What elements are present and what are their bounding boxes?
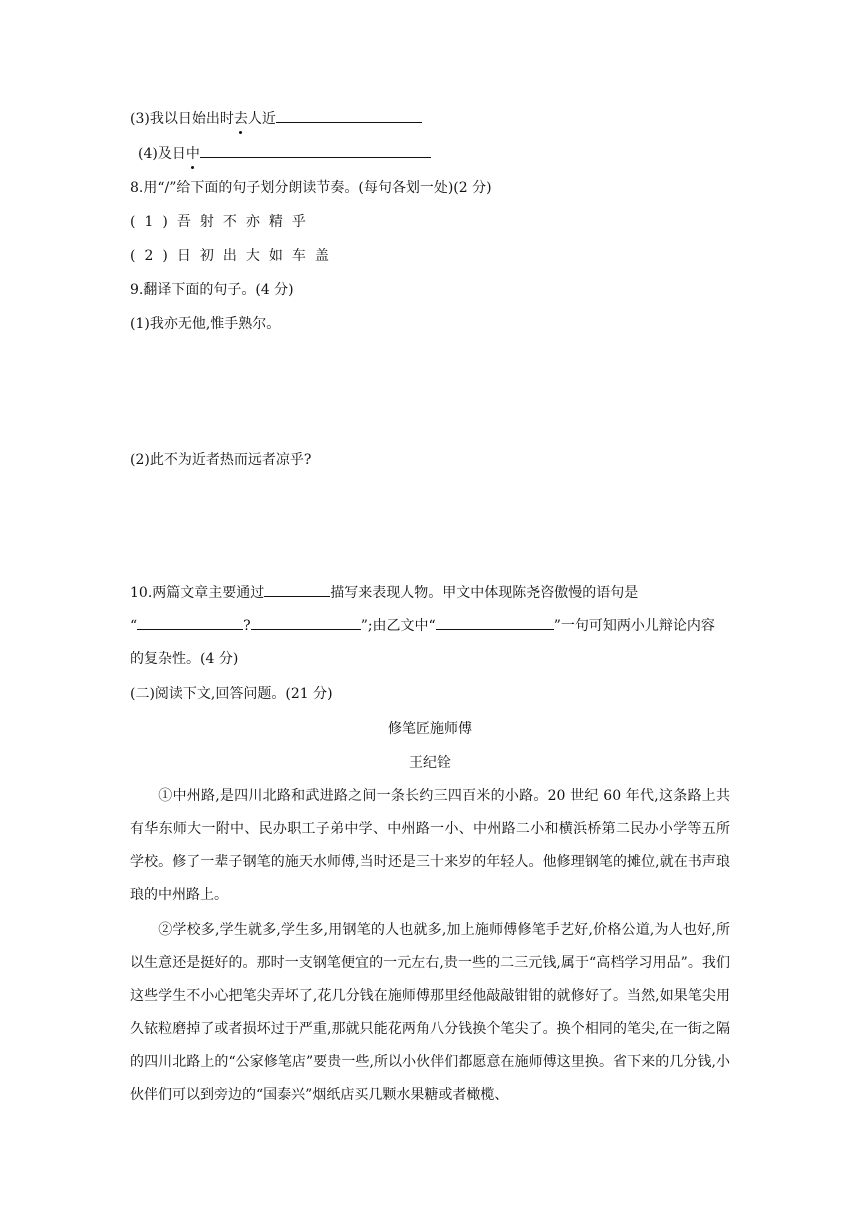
q10-question xyxy=(130,577,730,676)
q10-blank-1[interactable] xyxy=(264,582,330,597)
q9-item1: (1)我亦无他,惟手熟尔。 xyxy=(130,316,281,332)
q10-part4: ? xyxy=(243,618,251,634)
q10-part7: 的复杂性。(4 分) xyxy=(130,651,239,667)
article-author: 王纪铨 xyxy=(409,755,451,771)
q7-item4 xyxy=(138,143,431,164)
q7-item3-prefix: (3)我以日始出时 xyxy=(130,111,234,127)
article-paragraph-2 xyxy=(130,914,730,1112)
q8-item1: (1)吾射不亦精乎 xyxy=(130,214,315,230)
q10-blank-4[interactable] xyxy=(436,615,554,630)
q7-item4-answer-blank[interactable] xyxy=(200,143,431,158)
q10-part1: 10.两篇文章主要通过 xyxy=(130,585,265,601)
q7-item3-suffix: 人近 xyxy=(247,111,276,127)
article-paragraph-1 xyxy=(130,780,730,912)
q7-item3-answer-blank[interactable] xyxy=(276,108,422,123)
q10-blank-3[interactable] xyxy=(251,615,361,630)
q9-prompt: 9.翻译下面的句子。(4 分) xyxy=(130,282,294,298)
q10-part3: “ xyxy=(130,618,138,634)
q10-part5: ”;由乙文中“ xyxy=(360,618,436,634)
q10-part6: ”一句可知两小儿辩论内容 xyxy=(553,618,715,634)
q10-blank-2[interactable] xyxy=(137,615,243,630)
q7-item3 xyxy=(130,108,422,129)
q7-item3-dotted-char: 去 xyxy=(233,111,248,127)
q7-item4-prefix: (4)及日 xyxy=(138,146,186,162)
q9-item2: (2)此不为近者热而远者凉乎? xyxy=(130,452,312,468)
q8-prompt: 8.用“/”给下面的句子划分朗读节奏。(每句各划一处)(2 分) xyxy=(130,180,492,196)
q10-part2: 描写来表现人物。甲文中体现陈尧咨傲慢的语句是 xyxy=(330,585,639,601)
article-paragraph-1-text: ①中州路,是四川北路和武进路之间一条长约三四百米的小路。20 世纪 60 年代,这条路上共有华东师大一附中、民办职工子弟中学、中州路一小、中州路二小和横浜桥第二民办小学等五所学校。修了一辈子钢笔的施天水师傅,当时还是三十来岁的年轻人。他修理钢笔的摊位,就在书声琅琅的中州路上。 xyxy=(130,788,730,903)
article-paragraph-2-text: ②学校多,学生就多,学生多,用钢笔的人也就多,加上施师傅修笔手艺好,价格公道,为人也好,所以生意还是挺好的。那时一支钢笔便宜的一元左右,贵一些的二三元钱,属于“高档学习用品”。我们这些学生不小心把笔尖弄坏了,花几分钱在施师傅那里经他敲敲钳钳的就修好了。当然,如果笔尖用久铱粒磨掉了或者损坏过于严重,那就只能花两角八分钱换个笔尖了。换个相同的笔尖,在一街之隔的四川北路上的“公家修笔店”要贵一些,所以小伙伴们都愿意在施师傅这里换。省下来的几分钱,小伙伴们可以到旁边的“国泰兴”烟纸店买几颗水果糖或者橄榄、 xyxy=(130,922,730,1103)
q8-item2: (2)日初出大如车盖 xyxy=(130,248,338,264)
q7-item4-dotted-char: 中 xyxy=(185,146,200,162)
section2-heading: (二)阅读下文,回答问题。(21 分) xyxy=(130,686,333,702)
article-title: 修笔匠施师傅 xyxy=(388,721,472,737)
